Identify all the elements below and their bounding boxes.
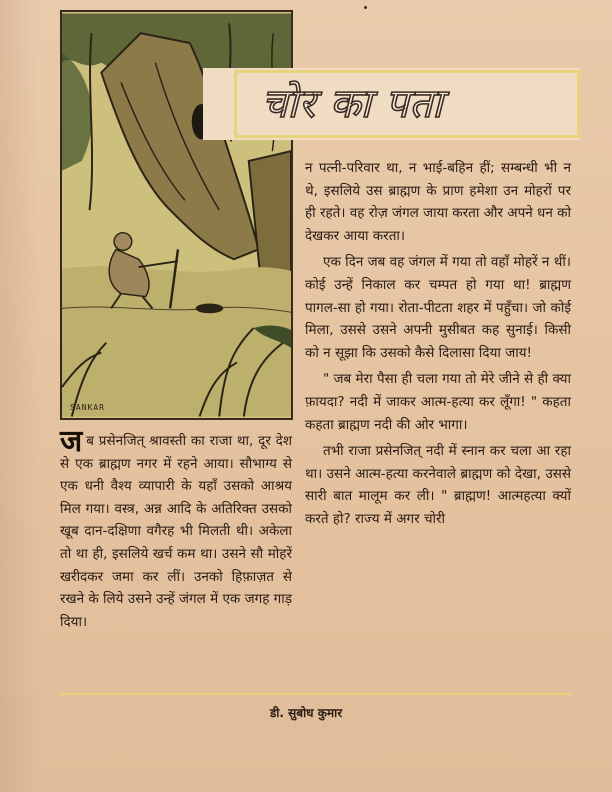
left-paragraph bbox=[60, 424, 292, 633]
right-paragraph-1: न पत्नी-परिवार था, न भाई-बहिन हीं; सम्बन्धी भी न थे, इसलिये उस ब्राह्मण के प्राण हमेशा उन मोहरों पर ही रहते। वह रोज़ जंगल जाया करता और अपने धन को देखकर आया करता। bbox=[305, 160, 571, 244]
left-body-text: ब प्रसेनजित् श्रावस्ती का राजा था, दूर देश से एक ब्राह्मण नगर में रहने आया। सौभाग्य से एक धनी वैश्य व्यापारी के यहाँ उसको आश्रय मिल गया। वस्त्र, अन्न आदि के अतिरिक्त उसको खूब दान-दक्षिणा वगैरह भी मिलती थी। अकेला तो था ही, इसलिये खर्च कम था। उसने सौ मोहरें खरीदकर जमा कर लीं। उनको हिफ़ाज़त से रखने के लिये उसने उन्हें जंगल में एक जगह गाड़ दिया। bbox=[60, 433, 292, 630]
footer-rule bbox=[60, 693, 572, 695]
illustrator-signature: SANKAR bbox=[70, 403, 105, 412]
story-title: चोर का पता bbox=[262, 81, 444, 127]
right-paragraph-2: एक दिन जब वह जंगल में गया तो वहाँ मोहरें न थीं। कोई उन्हें निकाल कर चम्पत हो गया था! ब्राह्मण पागल-सा हो गया। रोता-पीटता शहर में पहुँचा। जो कोई मिला, उससे उसने अपनी मुसीबत कह सुनाई। किसी को न सूझा कि उसको कैसे दिलासा दिया जाय! bbox=[305, 254, 571, 361]
right-paragraph-4: तभी राजा प्रसेनजित् नदी में स्नान कर चला आ रहा था। उसने आत्म-हत्या करनेवाले ब्राह्मण को देखा, उससे सारी बात मालूम कर ली। " ब्राह्मण! आत्महत्या क्यों करते हो? राज्य में अगर चोरी bbox=[305, 443, 571, 527]
right-paragraph-3: " जब मेरा पैसा ही चला गया तो मेरे जीने से ही क्या फ़ायदा? नदी में जाकर आत्म-हत्या कर लूँगा! " कहता कहता ब्राह्मण नदी की ओर भागा। bbox=[305, 371, 571, 433]
drop-cap: ज bbox=[60, 424, 83, 459]
author-credit: डी. सुबोध कुमार bbox=[269, 706, 343, 720]
page-edge-stain bbox=[0, 0, 40, 792]
ink-dot bbox=[364, 6, 367, 9]
left-column bbox=[60, 424, 292, 637]
right-column bbox=[305, 157, 571, 535]
